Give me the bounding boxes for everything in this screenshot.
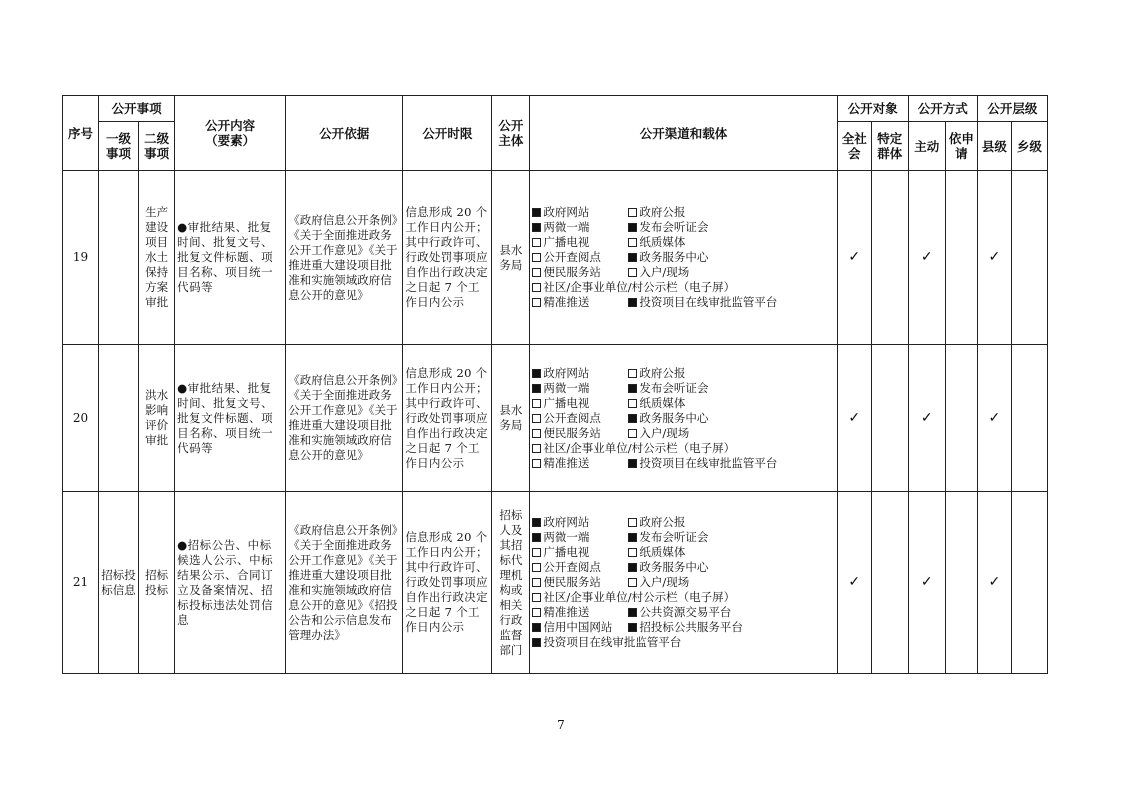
header-mode-apply: 依申请 [945, 122, 977, 171]
channel-option [532, 620, 628, 635]
channel-line [532, 220, 834, 235]
channel-label: 精准推送 [543, 605, 590, 619]
channel-option [532, 545, 628, 560]
channel-option [628, 560, 708, 574]
channel-label: 公开查阅点 [543, 250, 601, 264]
unchecked-box-icon [628, 548, 637, 557]
channel-option [628, 545, 685, 559]
channel-line [532, 235, 834, 250]
channel-option [532, 605, 628, 620]
checkmark-icon-apply [945, 492, 977, 674]
channel-option [628, 456, 777, 470]
row-time: 信息形成 20 个工作日内公开；其中行政许可、行政处罚事项应自作出行政决定之日起 7 个工作日内公示 [403, 345, 492, 492]
row-time: 信息形成 20 个工作日内公开；其中行政许可、行政处罚事项应自作出行政决定之日起 7 个工作日内公示 [403, 492, 492, 674]
table-row [63, 171, 1048, 345]
unchecked-box-icon [628, 429, 637, 438]
header-content: 公开内容 （要素） [175, 96, 286, 171]
row-item-l2: 洪水影响评价审批 [139, 345, 175, 492]
channel-label: 招投标公共服务平台 [639, 620, 743, 634]
channel-label: 信用中国网站 [543, 620, 613, 634]
channel-option [628, 235, 685, 249]
checked-box-icon [628, 459, 637, 468]
unchecked-box-icon [532, 563, 541, 572]
unchecked-box-icon [628, 518, 637, 527]
row-time: 信息形成 20 个工作日内公开；其中行政许可、行政处罚事项应自作出行政决定之日起 7 个工作日内公示 [403, 171, 492, 345]
channel-option [532, 441, 735, 455]
channel-label: 社区/企事业单位/村公示栏（电子屏） [543, 590, 736, 604]
header-seq: 序号 [63, 96, 99, 171]
channel-label: 发布会听证会 [639, 220, 709, 234]
channel-line [532, 590, 834, 605]
channel-label: 入户/现场 [639, 575, 690, 589]
header-level-town: 乡级 [1011, 122, 1047, 171]
channel-label: 政府公报 [639, 515, 686, 529]
channel-label: 便民服务站 [543, 575, 601, 589]
channel-line [532, 381, 834, 396]
row-content: ●审批结果、批复时间、批复文号、批复文件标题、项目名称、项目统一代码等 [175, 171, 286, 345]
channel-label: 纸质媒体 [639, 395, 686, 410]
checkmark-icon-county: ✓ [977, 345, 1011, 492]
checkmark-icon-all: ✓ [837, 492, 871, 674]
channel-option [532, 295, 628, 310]
checkmark-icon-special [871, 171, 908, 345]
channel-option [532, 426, 628, 441]
checkmark-icon-county: ✓ [977, 492, 1011, 674]
channel-line [532, 515, 834, 530]
header-basis: 公开依据 [286, 96, 403, 171]
channel-option [628, 530, 708, 544]
channel-option [532, 250, 628, 265]
row-channels [530, 345, 837, 492]
unchecked-box-icon [628, 208, 637, 217]
table-row [63, 345, 1048, 492]
channel-option [532, 205, 628, 220]
checked-box-icon [628, 563, 637, 572]
channel-option [628, 205, 685, 219]
row-content: ●招标公告、中标候选人公示、中标结果公示、合同订立及备案情况、招标投标违法处罚信息 [175, 492, 286, 674]
checked-box-icon [532, 533, 541, 542]
channel-line [532, 250, 834, 265]
unchecked-box-icon [532, 429, 541, 438]
channel-option [628, 411, 708, 425]
channel-option [532, 366, 628, 381]
channel-label: 精准推送 [543, 455, 590, 470]
channel-line [532, 295, 834, 310]
header-subject: 公开主体 [492, 96, 530, 171]
channel-label: 投资项目在线审批监管平台 [543, 635, 682, 649]
unchecked-box-icon [532, 283, 541, 292]
channel-line [532, 280, 834, 295]
checked-box-icon [628, 608, 637, 617]
checked-box-icon [532, 623, 541, 632]
channel-option [628, 381, 708, 395]
channel-label: 纸质媒体 [639, 545, 686, 559]
channel-line [532, 545, 834, 560]
channel-label: 便民服务站 [543, 425, 601, 440]
header-level-county: 县级 [977, 122, 1011, 171]
row-channels [530, 171, 837, 345]
checked-box-icon [628, 384, 637, 393]
header-channel: 公开渠道和载体 [530, 96, 837, 171]
unchecked-box-icon [532, 399, 541, 408]
row-basis: 《政府信息公开条例》《关于全面推进政务公开工作意见》《关于推进重大建设项目批准和实施领域政府信息公开的意见》 [286, 171, 403, 345]
unchecked-box-icon [628, 399, 637, 408]
channel-option [628, 426, 689, 440]
header-target-special: 特定群体 [871, 122, 908, 171]
channel-label: 公开查阅点 [543, 410, 601, 425]
checkmark-icon-active: ✓ [908, 492, 945, 674]
row-content: ●审批结果、批复时间、批复文号、批复文件标题、项目名称、项目统一代码等 [175, 345, 286, 492]
channel-option [532, 560, 628, 575]
checkmark-icon-special [871, 492, 908, 674]
channel-option [628, 515, 685, 529]
checkmark-icon-county: ✓ [977, 171, 1011, 345]
channel-label: 广播电视 [543, 235, 590, 249]
channel-option [628, 250, 708, 264]
checked-box-icon [628, 298, 637, 307]
channel-option [628, 575, 689, 589]
unchecked-box-icon [628, 578, 637, 587]
channel-label: 政务服务中心 [639, 410, 709, 425]
channel-line [532, 441, 834, 456]
channel-label: 两微一端 [543, 530, 590, 544]
checked-box-icon [532, 518, 541, 527]
unchecked-box-icon [532, 593, 541, 602]
channel-label: 便民服务站 [543, 265, 601, 279]
unchecked-box-icon [532, 238, 541, 247]
header-time: 公开时限 [403, 96, 492, 171]
unchecked-box-icon [628, 369, 637, 378]
channel-label: 社区/企事业单位/村公示栏（电子屏） [543, 280, 736, 294]
channel-label: 投资项目在线审批监管平台 [639, 295, 778, 309]
row-subject: 县水务局 [492, 171, 530, 345]
channel-label: 政府网站 [543, 365, 590, 380]
channel-option [532, 396, 628, 411]
channel-option [532, 456, 628, 471]
checkmark-icon-apply [945, 345, 977, 492]
channel-option [628, 295, 777, 309]
checked-box-icon [628, 414, 637, 423]
channel-option [628, 605, 731, 619]
channel-option [532, 515, 628, 530]
checkmark-icon-town [1011, 492, 1047, 674]
checkmark-icon-town [1011, 345, 1047, 492]
header-target-group: 公开对象 [837, 96, 908, 122]
channel-line [532, 426, 834, 441]
channel-line [532, 530, 834, 545]
checkmark-icon-apply [945, 171, 977, 345]
channel-label: 政务服务中心 [639, 250, 709, 264]
header-target-all: 全社会 [837, 122, 871, 171]
channel-label: 社区/企事业单位/村公示栏（电子屏） [543, 440, 736, 455]
channel-label: 精准推送 [543, 295, 590, 309]
channel-option [628, 366, 685, 380]
channel-option [532, 635, 681, 649]
row-item-l2: 招标投标 [139, 492, 175, 674]
checked-box-icon [628, 623, 637, 632]
header-item-l1: 一级事项 [99, 122, 139, 171]
channel-label: 政府网站 [543, 205, 590, 219]
unchecked-box-icon [532, 298, 541, 307]
checked-box-icon [628, 533, 637, 542]
unchecked-box-icon [532, 548, 541, 557]
unchecked-box-icon [628, 238, 637, 247]
unchecked-box-icon [532, 268, 541, 277]
row-basis: 《政府信息公开条例》《关于全面推进政务公开工作意见》《关于推进重大建设项目批准和实施领域政府信息公开的意见》 [286, 345, 403, 492]
channel-label: 入户/现场 [639, 425, 690, 440]
channel-label: 入户/现场 [639, 265, 690, 279]
row-basis: 《政府信息公开条例》《关于全面推进政务公开工作意见》《关于推进重大建设项目批准和实施领域政府信息公开的意见》《招投公告和公示信息发布管理办法》 [286, 492, 403, 674]
row-item-l2: 生产建设项目水土保持方案审批 [139, 171, 175, 345]
checkmark-icon-town [1011, 171, 1047, 345]
channel-option [628, 265, 689, 279]
checkmark-icon-active: ✓ [908, 171, 945, 345]
row-seq: 21 [63, 492, 99, 674]
channel-label: 政府网站 [543, 515, 590, 529]
checked-box-icon [532, 638, 541, 647]
row-item-l1 [99, 345, 139, 492]
channel-label: 发布会听证会 [639, 380, 709, 395]
channel-line [532, 605, 834, 620]
checked-box-icon [628, 253, 637, 262]
unchecked-box-icon [532, 253, 541, 262]
channel-line [532, 635, 834, 650]
channel-line [532, 205, 834, 220]
checked-box-icon [532, 208, 541, 217]
table-row [63, 492, 1048, 674]
channel-option [532, 220, 628, 235]
channel-label: 公共资源交易平台 [639, 605, 732, 619]
row-seq: 20 [63, 345, 99, 492]
channel-option [532, 280, 735, 294]
channel-option [532, 381, 628, 396]
channel-line [532, 265, 834, 280]
checked-box-icon [628, 223, 637, 232]
checkmark-icon-all: ✓ [837, 345, 871, 492]
channel-line [532, 396, 834, 411]
row-seq: 19 [63, 171, 99, 345]
unchecked-box-icon [532, 578, 541, 587]
channel-line [532, 620, 834, 635]
header-item-group: 公开事项 [99, 96, 175, 122]
channel-option [532, 575, 628, 590]
header-level-group: 公开层级 [977, 96, 1047, 122]
unchecked-box-icon [628, 268, 637, 277]
channel-label: 政府公报 [639, 205, 686, 219]
checkmark-icon-active: ✓ [908, 345, 945, 492]
row-item-l1: 招标投标信息 [99, 492, 139, 674]
channel-line [532, 456, 834, 471]
channel-option [628, 620, 743, 634]
row-subject: 县水务局 [492, 345, 530, 492]
unchecked-box-icon [532, 459, 541, 468]
channel-line [532, 560, 834, 575]
header-item-l2: 二级事项 [139, 122, 175, 171]
checkmark-icon-all: ✓ [837, 171, 871, 345]
page-number: 7 [557, 718, 565, 732]
channel-label: 广播电视 [543, 545, 590, 559]
channel-label: 两微一端 [543, 380, 590, 395]
channel-label: 政府公报 [639, 365, 686, 380]
channel-option [532, 590, 735, 604]
channel-label: 投资项目在线审批监管平台 [639, 455, 778, 470]
channel-label: 公开查阅点 [543, 560, 601, 574]
unchecked-box-icon [532, 444, 541, 453]
checked-box-icon [532, 223, 541, 232]
checked-box-icon [532, 384, 541, 393]
checked-box-icon [532, 369, 541, 378]
channel-option [532, 265, 628, 280]
row-item-l1 [99, 171, 139, 345]
channel-label: 广播电视 [543, 395, 590, 410]
header-mode-group: 公开方式 [908, 96, 977, 122]
channel-label: 纸质媒体 [639, 235, 686, 249]
channel-option [532, 235, 628, 250]
channel-line [532, 411, 834, 426]
channel-line [532, 366, 834, 381]
checkmark-icon-special [871, 345, 908, 492]
channel-option [628, 396, 685, 410]
channel-option [532, 411, 628, 426]
row-channels [530, 492, 837, 674]
channel-label: 两微一端 [543, 220, 590, 234]
channel-option [532, 530, 628, 545]
unchecked-box-icon [532, 608, 541, 617]
channel-option [628, 220, 708, 234]
channel-label: 发布会听证会 [639, 530, 709, 544]
unchecked-box-icon [532, 414, 541, 423]
disclosure-table [62, 95, 1048, 674]
row-subject: 招标人及其招标代理机构或相关行政监督部门 [492, 492, 530, 674]
header-mode-active: 主动 [908, 122, 945, 171]
channel-line [532, 575, 834, 590]
channel-label: 政务服务中心 [639, 560, 709, 574]
